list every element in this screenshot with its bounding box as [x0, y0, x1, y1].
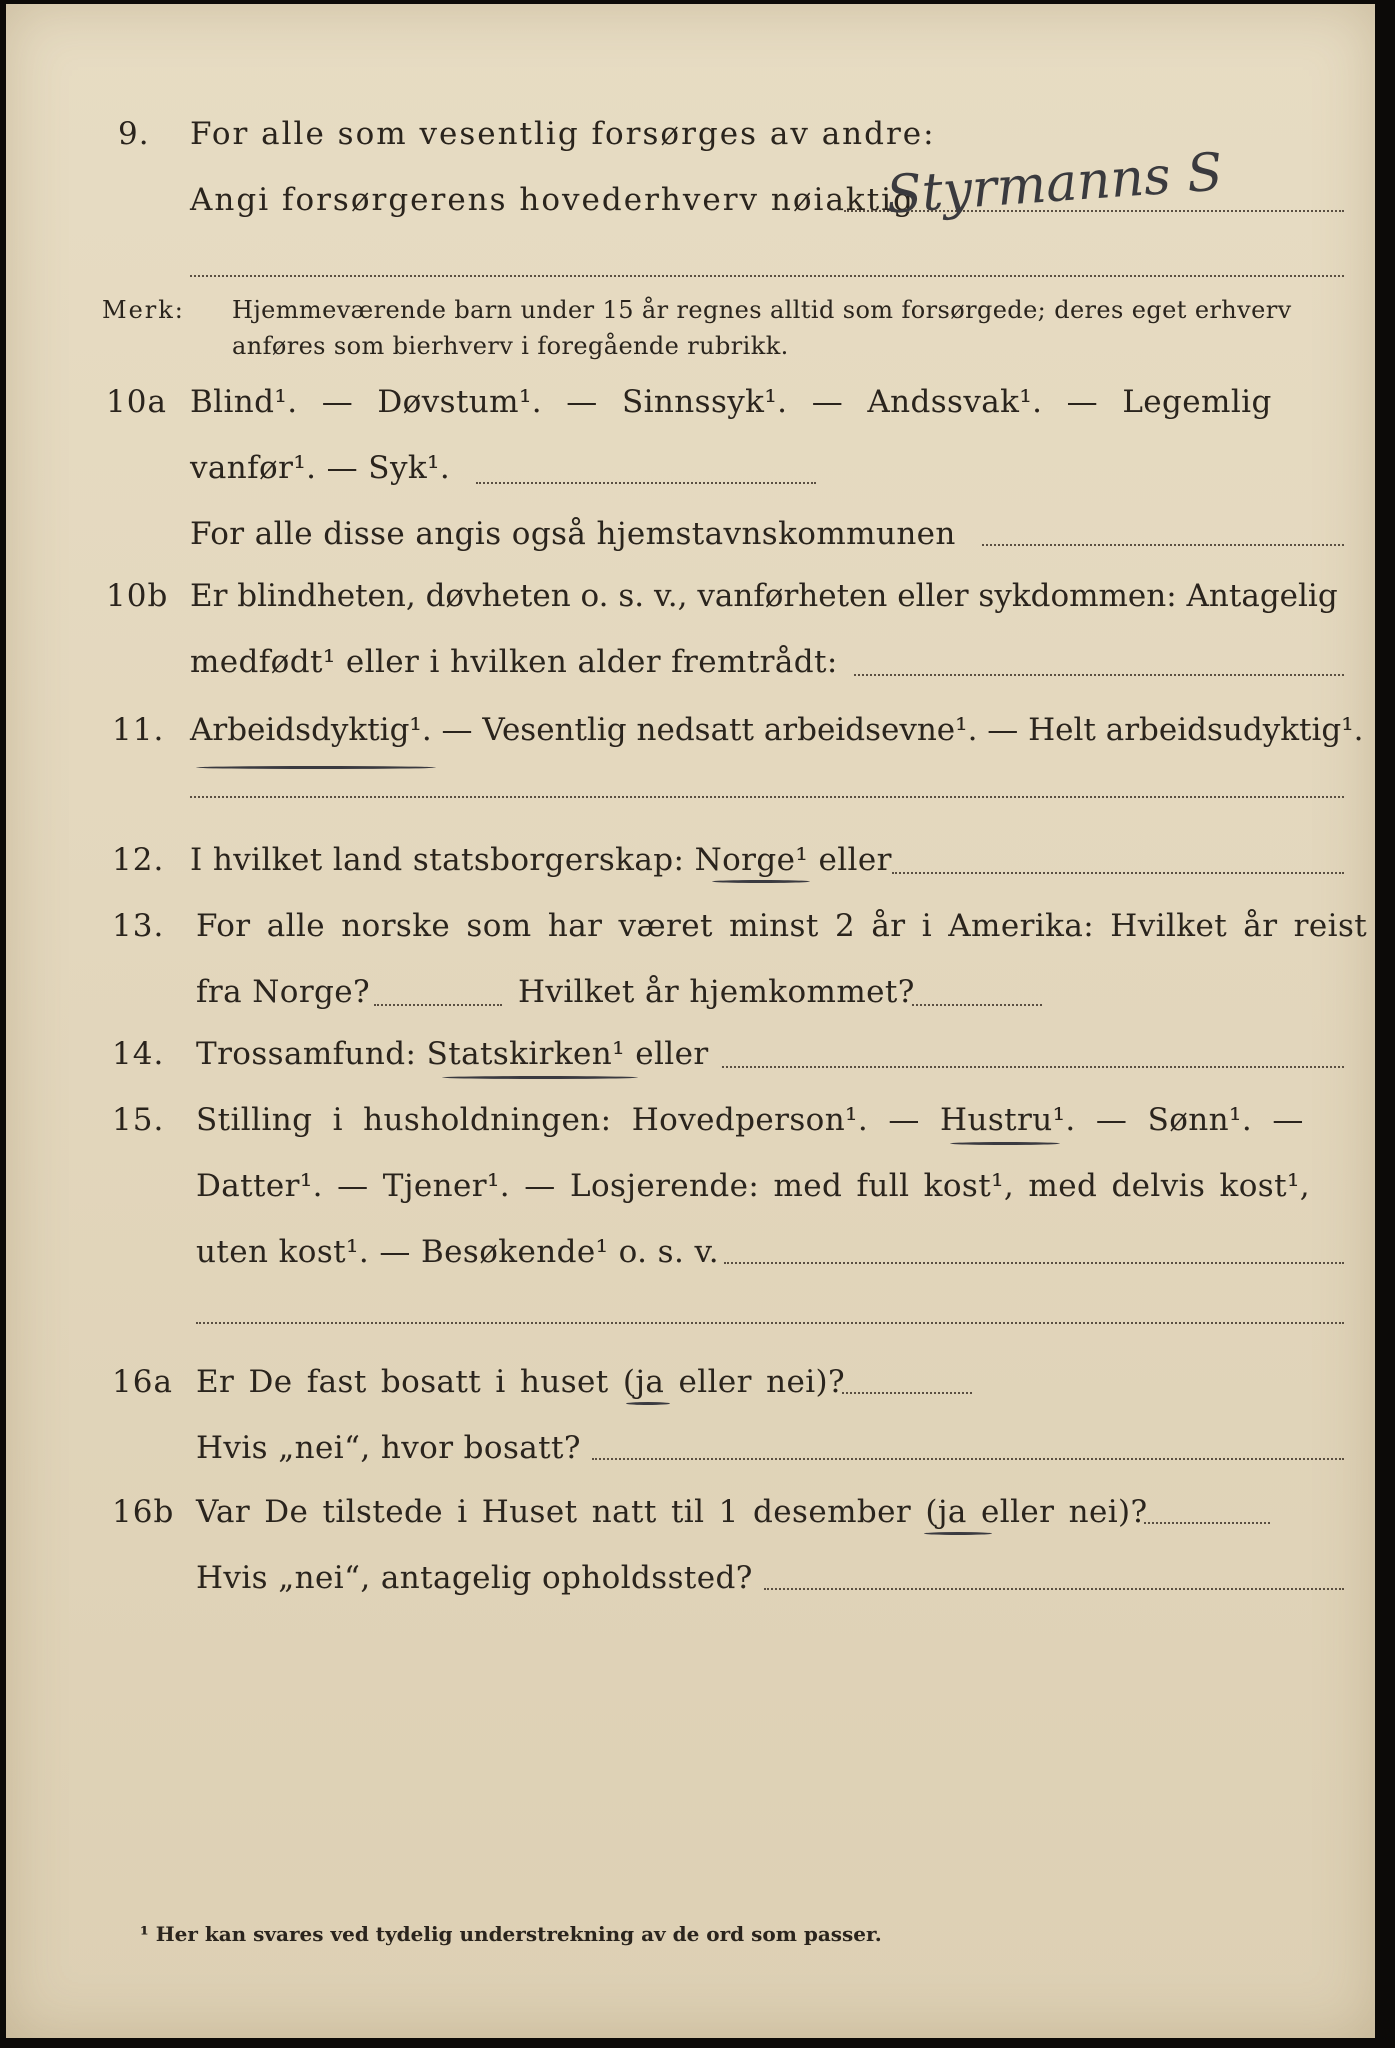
- q11-second-line: [190, 796, 1344, 798]
- q10b-alder-line: [854, 674, 1344, 676]
- q9-line1: For alle som vesentlig forsørges av andre:: [190, 116, 936, 152]
- q13-reist-line: [374, 1004, 502, 1006]
- q16b-opholdssted-line: [764, 1588, 1344, 1590]
- q14-statskirken-underline: [442, 1076, 638, 1079]
- q13-line2a: fra Norge?: [196, 974, 371, 1010]
- q16a-answer-line: [842, 1392, 972, 1394]
- merk-line1: Hjemmeværende barn under 15 år regnes alltid som forsørgede; deres eget erhverv: [232, 296, 1292, 324]
- q9-line2: Angi forsørgerens hovederhverv nøiaktig: [190, 182, 915, 218]
- q15-line1: Stilling i husholdningen: Hovedperson¹. — Hustru¹. — Sønn¹. —: [196, 1102, 1304, 1138]
- merk-label: Merk:: [102, 296, 185, 324]
- q16b-line2: Hvis „nei“, antagelig opholdssted?: [196, 1560, 753, 1596]
- merk-line2: anføres som bierhverv i foregående rubrikk.: [232, 332, 789, 360]
- q10a-line1: Blind¹. — Døvstum¹. — Sinnssyk¹. — Andssvak¹. — Legemlig: [190, 384, 1272, 420]
- q10a-number: 10a: [106, 384, 167, 420]
- q13-line1: For alle norske som har været minst 2 år i Amerika: Hvilket år reist: [196, 908, 1368, 944]
- q15-second-line: [196, 1322, 1344, 1324]
- q10a-kommune-line: [982, 544, 1344, 546]
- footnote: ¹ Her kan svares ved tydelig understrekning av de ord som passer.: [140, 1922, 882, 1946]
- q15-line3: uten kost¹. — Besøkende¹ o. s. v.: [196, 1234, 719, 1270]
- q12-land-line: [892, 872, 1344, 874]
- q13-hjemkommet-line: [912, 1004, 1042, 1006]
- q15-besokende-line: [724, 1262, 1344, 1264]
- q10b-line2: medfødt¹ eller i hvilken alder fremtrådt:: [190, 644, 838, 680]
- q9-number: 9.: [118, 116, 150, 152]
- q16a-ja-underline: [626, 1402, 670, 1405]
- q16b-answer-line: [1144, 1522, 1270, 1524]
- q10a-line3: For alle disse angis også hjemstavnskommunen: [190, 516, 956, 552]
- q10a-syk-line: [476, 482, 816, 484]
- census-form-page: [6, 4, 1375, 2038]
- q12-line1: I hvilket land statsborgerskap: Norge¹ eller: [190, 842, 892, 878]
- q10b-number: 10b: [106, 578, 169, 614]
- q16b-number: 16b: [112, 1494, 175, 1530]
- q16a-line2: Hvis „nei“, hvor bosatt?: [196, 1430, 581, 1466]
- q16a-line1: Er De fast bosatt i huset (ja eller nei)?: [196, 1364, 846, 1400]
- q9-second-line: [190, 275, 1344, 277]
- q11-line1: Arbeidsdyktig¹. — Vesentlig nedsatt arbeidsevne¹. — Helt arbeidsudyktig¹.: [190, 712, 1364, 748]
- q16b-ja-underline: [924, 1532, 992, 1535]
- q16a-number: 16a: [112, 1364, 173, 1400]
- q13-line2b: Hvilket år hjemkommet?: [518, 974, 915, 1010]
- q14-line1: Trossamfund: Statskirken¹ eller: [196, 1036, 709, 1072]
- q11-answer-underline: [196, 766, 436, 769]
- q12-number: 12.: [112, 842, 165, 878]
- q13-number: 13.: [112, 908, 165, 944]
- q10a-line2: vanfør¹. — Syk¹.: [190, 450, 451, 486]
- q14-number: 14.: [112, 1036, 165, 1072]
- q14-trossamfund-line: [722, 1066, 1344, 1068]
- q12-norge-underline: [712, 880, 810, 883]
- q16b-line1: Var De tilstede i Huset natt til 1 desember (ja eller nei)?: [196, 1494, 1148, 1530]
- q10b-line1: Er blindheten, døvheten o. s. v., vanførheten eller sykdommen: Antagelig: [190, 578, 1338, 614]
- q15-line2: Datter¹. — Tjener¹. — Losjerende: med full kost¹, med delvis kost¹,: [196, 1168, 1311, 1204]
- q11-number: 11.: [112, 712, 165, 748]
- q9-handwritten-answer: Styrmanns S: [884, 142, 1225, 226]
- q15-number: 15.: [112, 1102, 165, 1138]
- q15-hustru-underline: [950, 1142, 1060, 1145]
- q16a-bosatt-line: [592, 1458, 1344, 1460]
